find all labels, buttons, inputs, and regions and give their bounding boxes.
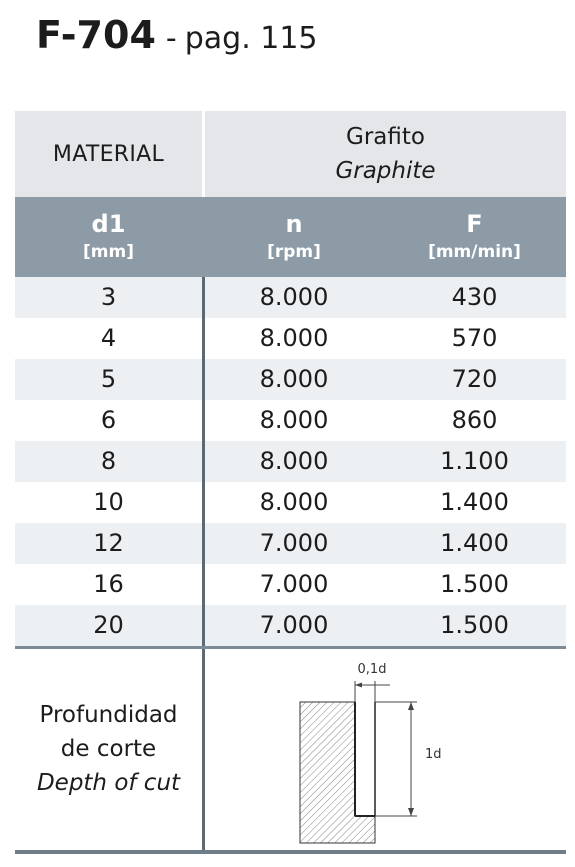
cell-f: 1.400: [440, 529, 509, 557]
material-name: [205, 111, 566, 197]
depth-of-cut-diagram: [205, 647, 566, 850]
cell-n: 7.000: [259, 611, 329, 639]
column-unit: [mm]: [83, 242, 134, 262]
page-title: [36, 10, 318, 60]
cell-d1: 4: [100, 324, 117, 352]
cell-f: 1.500: [440, 611, 509, 639]
cell-f: 1.400: [440, 488, 509, 516]
column-header-n: [205, 197, 383, 277]
cell-d1: 10: [93, 488, 124, 516]
width-arrow-head: [355, 683, 362, 688]
column-name: n: [285, 210, 303, 238]
material-label: MATERIAL: [52, 141, 165, 167]
column-header-f: [383, 197, 566, 277]
cell-d1: 16: [93, 570, 124, 598]
material-row: [15, 111, 566, 197]
cell-f: 720: [451, 365, 498, 393]
height-arrow-bottom: [408, 808, 414, 816]
width-dimension-label: 0,1d: [357, 662, 387, 677]
column-header-row: [15, 197, 566, 277]
table-body: [15, 277, 566, 646]
depth-label-line-2: de corte: [60, 735, 157, 762]
cell-d1: 5: [100, 365, 117, 393]
depth-of-cut-label: [15, 647, 202, 850]
cell-d1: 20: [93, 611, 124, 639]
material-name-es: Grafito: [346, 124, 425, 150]
cell-d1: 3: [100, 283, 117, 311]
height-arrow-top: [408, 702, 414, 710]
column-name: F: [466, 210, 483, 238]
depth-of-cut-drawing: [205, 647, 566, 850]
column-header-d1: [15, 197, 202, 277]
cell-f: 570: [451, 324, 498, 352]
cell-d1: 8: [100, 447, 117, 475]
table-row: [15, 318, 566, 359]
cell-n: 7.000: [259, 529, 329, 557]
cell-f: 860: [451, 406, 498, 434]
table-row: [15, 277, 566, 318]
cell-d1: 12: [93, 529, 124, 557]
cell-n: 8.000: [259, 365, 329, 393]
cell-f: 1.500: [440, 570, 509, 598]
depth-label-line-1: Profundidad: [39, 701, 178, 728]
workpiece-hatch: [300, 702, 375, 843]
cell-f: 1.100: [440, 447, 509, 475]
column-name: d1: [91, 210, 126, 238]
table-row: [15, 359, 566, 400]
cell-d1: 6: [100, 406, 117, 434]
title-separator: -: [165, 21, 177, 56]
table-row: [15, 400, 566, 441]
table-row: [15, 564, 566, 605]
page-reference: pag. 115: [184, 21, 318, 56]
cell-n: 8.000: [259, 447, 329, 475]
table-row: [15, 482, 566, 523]
product-code: F-704: [36, 13, 156, 57]
cell-n: 8.000: [259, 406, 329, 434]
table-row: [15, 605, 566, 646]
cell-n: 7.000: [259, 570, 329, 598]
material-name-en: Graphite: [335, 158, 436, 184]
cell-n: 8.000: [259, 324, 329, 352]
column-unit: [mm/min]: [428, 242, 521, 262]
table-row: [15, 441, 566, 482]
cell-f: 430: [451, 283, 498, 311]
cell-n: 8.000: [259, 488, 329, 516]
cell-n: 8.000: [259, 283, 329, 311]
height-dimension-label: 1d: [425, 747, 442, 762]
table-row: [15, 523, 566, 564]
table-bottom-border: [15, 850, 566, 854]
column-unit: [rpm]: [267, 242, 321, 262]
depth-label-en: Depth of cut: [36, 769, 181, 796]
